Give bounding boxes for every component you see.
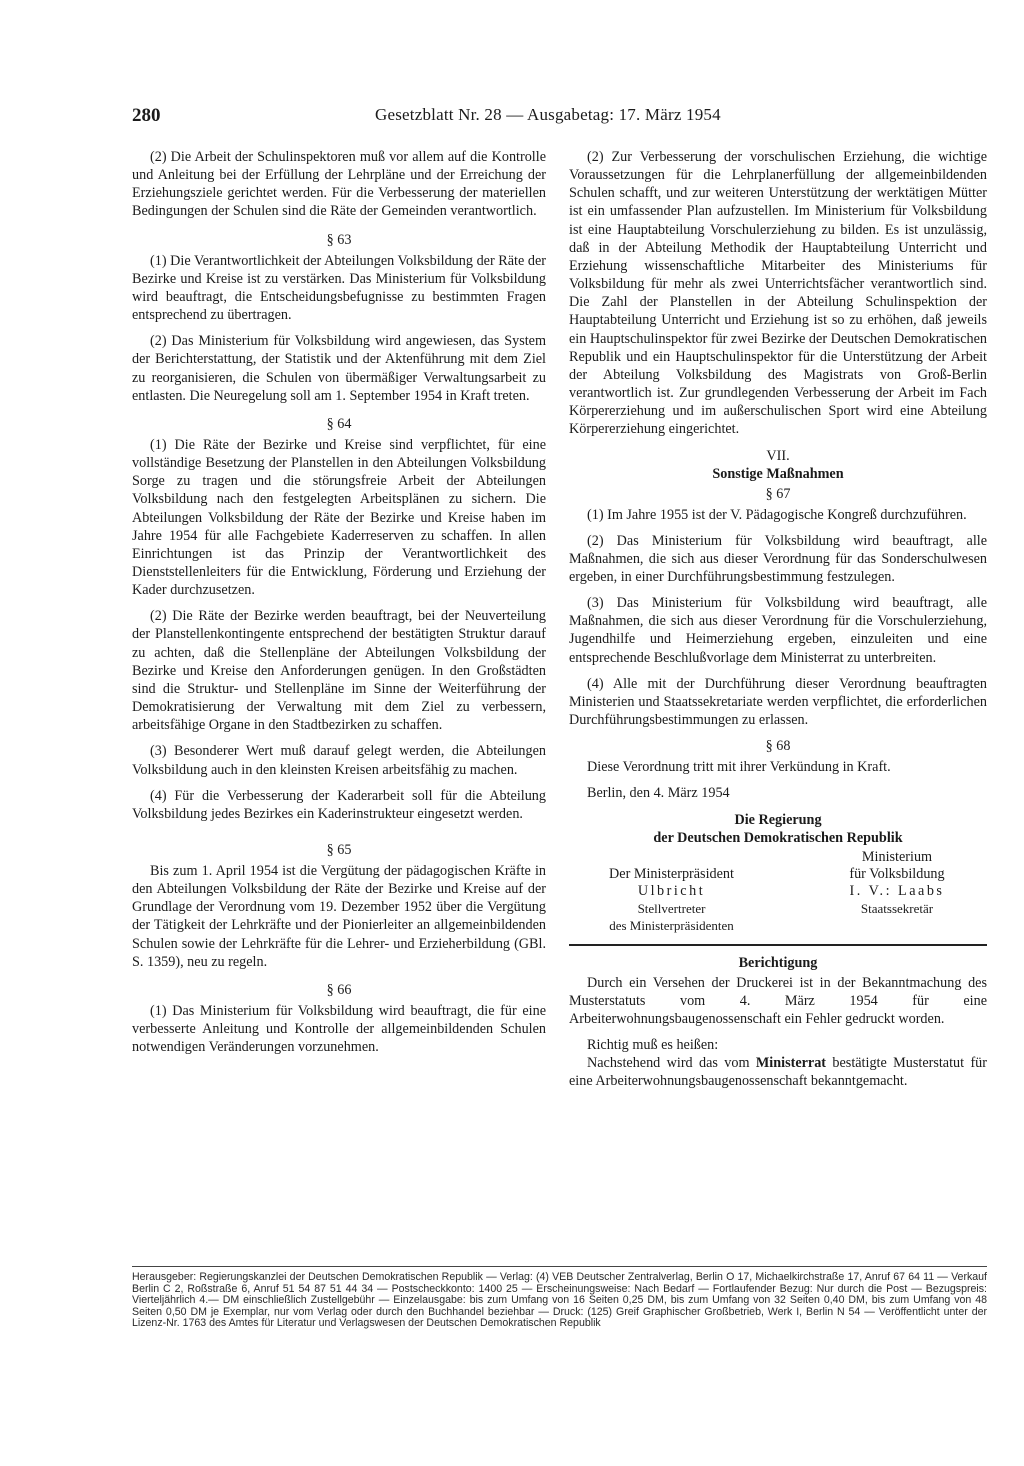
footer-divider	[132, 1266, 987, 1267]
signatory-name-left: Ulbricht	[637, 882, 706, 899]
signatory-role-left-1: Stellvertreter	[637, 900, 706, 916]
page-number: 280	[132, 105, 161, 126]
signatory-role-right: Staatssekretär	[860, 900, 934, 916]
signature-left	[569, 849, 774, 934]
signatures	[569, 849, 987, 934]
section-number: VII.	[766, 447, 790, 464]
paragraph-64-4: (4) Für die Verbesserung der Kaderarbeit soll für die Abteilung Volksbildung jedes Bezirkes ein Kaderinstrukteur eingesetzt werden.	[132, 787, 546, 822]
government-line-2: der Deutschen Demokratischen Republik	[653, 829, 903, 846]
correction-text-b: bestätigte Musterstatut für eine Arbeiterwohnungsbaugenossenschaft bekanntgemacht.	[569, 1055, 987, 1090]
paragraph-67-3: (3) Das Ministerium für Volksbildung wird beauftragt, alle Maßnahmen, die sich aus dieser Verordnung für die Vorschulerziehung, Jugendhilfe und Heimerziehung ergeben, einzuleiten und eine entsprechende Beschlußvorlage dem Ministerrat zu unterbreiten.	[569, 595, 987, 666]
signatory-name-right: I. V.: Laabs	[849, 882, 945, 899]
paragraph-63-2: (2) Das Ministerium für Volksbildung wird angewiesen, das System der Berichterstattung, der Statistik und der Aktenführung mit dem Ziel zu reorganisieren, die Schulen von übermäßiger Verwaltungsarbeit zu entlasten. Die Neuregelung soll am 1. September 1954 in Kraft treten.	[132, 333, 546, 404]
section-heading-63: § 63	[326, 231, 352, 248]
paragraph-63-1: (1) Die Verantwortlichkeit der Abteilungen Volksbildung der Räte der Bezirke und Kreise ist zu verstärken. Das Ministerium für Volksbildung wird beauftragt, die Entscheidungsbefugnisse zu bestimmten Fragen entsprechend zu übertragen.	[132, 252, 546, 324]
signature-right	[807, 849, 987, 934]
signature-block	[569, 811, 987, 934]
government-line-1: Die Regierung	[734, 811, 822, 828]
signatory-role-left-2: des Ministerpräsidenten	[609, 917, 734, 933]
section-heading-67: § 67	[765, 485, 791, 502]
section-heading-66: § 66	[326, 981, 352, 998]
running-head: Gesetzblatt Nr. 28 — Ausgabetag: 17. März 1954	[375, 105, 721, 124]
paragraph-64-1: (1) Die Räte der Bezirke und Kreise sind verpflichtet, für eine vollständige Besetzung der Planstellen in den Abteilungen Volksbildung Sorge zu tragen und die störungsfreie Arbeit der Abteilungen Volksbildung nach den festgelegten Arbeitsplänen zu sichern. Die Abteilungen Volksbildung der Räte der Bezirke und Kreise haben im Jahre 1954 für alle Fachgebiete Kaderreserven zu schaffen. In allen Einrichtungen ist das Prinzip der Verantwortlichkeit des Dienststellenleiters für die Entwicklung, Förderung und Erziehung der Kader durchzusetzen.	[132, 436, 546, 599]
correction-bold-term: Ministerrat	[755, 1055, 827, 1072]
signatory-title-left: Der Ministerpräsident	[609, 865, 734, 882]
section-heading-65: § 65	[326, 842, 352, 858]
section-heading-64: § 64	[326, 415, 352, 432]
signatory-title-right-2: für Volksbildung	[849, 865, 945, 882]
paragraph-67-1: (1) Im Jahre 1955 ist der V. Pädagogische Kongreß durchzuführen.	[587, 506, 967, 523]
left-column	[132, 148, 546, 1064]
right-column	[569, 148, 987, 1098]
paragraph-66-1: (1) Das Ministerium für Volksbildung wird beauftragt, die für eine verbesserte Anleitung und Kontrolle der allgemeinbildenden Schulen notwendigen Veränderungen vorzunehmen.	[132, 1002, 546, 1056]
paragraph-65: Bis zum 1. April 1954 ist die Vergütung der pädagogischen Kräfte in den Abteilungen Volksbildung der Räte der Bezirke und Kreise auf der Grundlage der Verordnung vom 19. Dezember 1952 über die Vergütung der Tätigkeit der Lehrkräfte und der Pionierleiter an allgemeinbildenden Schulen sowie der Lehrkräfte für die Lehrer- und Erzieherbildung (GBl. S. 1359), neu zu regeln.	[132, 863, 546, 970]
paragraph-68: Diese Verordnung tritt mit ihrer Verkündung in Kraft.	[587, 759, 891, 776]
paragraph-67-2: (2) Das Ministerium für Volksbildung wird beauftragt, alle Maßnahmen, die sich aus dieser Verordnung für das Sonderschulwesen ergeben, in einer Durchführungsbestimmung festzulegen.	[569, 532, 987, 585]
correction-paragraph-3	[569, 1054, 987, 1090]
paragraph-66-2: (2) Zur Verbesserung der vorschulischen Erziehung, die wichtige Voraussetzungen für die Lehrplanerfüllung der allgemeinbildenden Schulen schafft, und zur weiteren Unterstützung der werktätigen Mütter ist ein umfassender Plan aufzustellen. Im Ministerium für Volksbildung ist eine Hauptabteilung Vorschulerziehung zu bilden. Es ist unzulässig, daß in der Abteilung Methodik der Hauptabteilung Unterricht und Erziehung wissenschaftliche Mitarbeiter des Ministeriums für Volksbildung für mehr als zwei Unterrichtsfächer verantwortlich sind. Die Zahl der Planstellen in der Abteilung Schulinspektion der Hauptabteilung Unterricht und Erziehung ist so zu erhöhen, daß jeweils ein Hauptschulinspektor für zwei Bezirke der Deutschen Demokratischen Republik und ein Hauptschulinspektor für die Unterstützung der Arbeit der Abteilung Volksbildung des Magistrats von Groß-Berlin verantwortlich ist. Zur grundlegenden Verbesserung der Arbeit im Fach Körpererziehung und im außerschulischen Sport wird eine Abteilung Körpererziehung eingerichtet.	[569, 149, 987, 438]
imprint-footer: Herausgeber: Regierungskanzlei der Deutschen Demokratischen Republik — Verlag: (4) VEB Deutscher Zentralverlag, Berlin O 17, Michaelkirchstraße 17, Anruf 67 64 11 — Verkauf Berlin C 2, Roßstraße 6, Anruf 51 54 87 51 44 34 — Postscheckkonto: 1400 25 — Erscheinungsweise: Nach Bedarf — Fortlaufender Bezug: Nur durch die Post — Bezugspreis: Vierteljährlich 4.— DM einschließlich Zustellgebühr — Einzelausgabe: bis zum Umfang von 16 Seiten 0,25 DM, bis zum Umfang von 32 Seiten 0,40 DM, bis zum Umfang von 48 Seiten 0,50 DM je Exemplar, nur vom Verlag oder durch den Buchhandel beziehbar — Druck: (125) Greif Graphischer Großbetrieb, Werk I, Berlin N 54 — Veröffentlicht unter der Lizenz-Nr. 1763 des Amtes für Literatur und Verlagswesen der Deutschen Demokratischen Republik	[132, 1271, 987, 1330]
section-heading-68: § 68	[765, 738, 791, 755]
correction-title: Berichtigung	[738, 954, 818, 971]
paragraph-62-2: (2) Die Arbeit der Schulinspektoren muß vor allem auf die Kontrolle und Anleitung bei der Erfüllung der Lehrpläne und der Erreichung der Erziehungsziele gerichtet werden. Für die Verbesserung der materiellen Bedingungen der Schulen sind die Räte der Gemeinden verantwortlich.	[132, 149, 546, 220]
divider	[569, 944, 987, 946]
paragraph-67-4: (4) Alle mit der Durchführung dieser Verordnung beauftragten Ministerien und Staatssekretariate werden verpflichtet, die erforderlichen Durchführungsbestimmungen zu erlassen.	[569, 675, 987, 729]
paragraph-64-2: (2) Die Räte der Bezirke werden beauftragt, bei der Neuverteilung der Planstellenkontingente entsprechend der bestätigten Struktur darauf zu achten, daß die Stellenpläne der Abteilungen Volksbildung der Bezirke und Kreise den Anforderungen genügen. In den Großstädten sind die Struktur- und Stellenpläne im Sinne der Weiterführung der Demokratisierung der Verwaltung mit dem Ziel zu verbessern, arbeitsfähige Organe in den Stadtbezirken zu schaffen.	[132, 608, 546, 734]
correction-paragraph-2: Richtig muß es heißen:	[587, 1037, 719, 1053]
section-title: Sonstige Maßnahmen	[712, 465, 844, 482]
correction-paragraph-1: Durch ein Versehen der Druckerei ist in der Bekanntmachung des Musterstatuts vom 4. März 1954 für eine Arbeiterwohnungsbaugenossenschaft ein Fehler gedruckt worden.	[569, 974, 987, 1027]
paragraph-64-3: (3) Besonderer Wert muß darauf gelegt werden, die Abteilungen Volksbildung auch in den kleinsten Kreisen arbeitsfähig zu machen.	[132, 743, 546, 778]
signatory-title-right-1: Ministerium	[861, 848, 933, 865]
correction-text-a: Nachstehend wird das vom	[587, 1055, 750, 1072]
place-date: Berlin, den 4. März 1954	[587, 785, 730, 802]
